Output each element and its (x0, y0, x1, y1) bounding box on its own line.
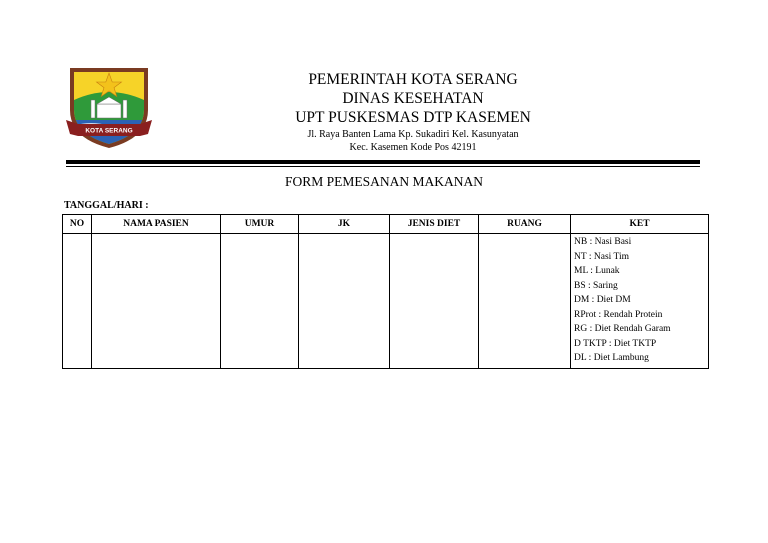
cell-umur (221, 234, 299, 369)
ket-legend-list (571, 234, 708, 366)
cell-no (63, 234, 92, 369)
ket-item: NT : Nasi Tim (574, 251, 629, 262)
header-line-3: UPT PUSKESMAS DTP KASEMEN (295, 109, 531, 126)
col-header-ruang: RUANG (479, 215, 571, 234)
ket-item: DM : Diet DM (574, 295, 631, 305)
header-line-1: PEMERINTAH KOTA SERANG (308, 71, 518, 88)
letterhead-rule-thick (66, 160, 700, 164)
cell-nama-pasien (92, 234, 221, 369)
cell-jk (299, 234, 390, 369)
col-header-no: NO (63, 215, 92, 234)
cell-jenis-diet (390, 234, 479, 369)
col-header-nama-pasien: NAMA PASIEN (92, 215, 221, 234)
ket-item: RProt : Rendah Protein (574, 309, 663, 320)
address-line-2: Kec. Kasemen Kode Pos 42191 (349, 142, 477, 153)
header-line-2: DINAS KESEHATAN (342, 90, 484, 107)
form-title: FORM PEMESANAN MAKANAN (284, 174, 484, 189)
ket-item: NB : Nasi Basi (574, 237, 632, 247)
col-header-jenis-diet: JENIS DIET (390, 215, 479, 234)
ket-item: RG : Diet Rendah Garam (574, 324, 671, 334)
col-header-jk: JK (299, 215, 390, 234)
logo-banner-text: KOTA SERANG (85, 127, 133, 135)
table-header-row (63, 215, 709, 234)
address-line-1: Jl. Raya Banten Lama Kp. Sukadiri Kel. Kasunyatan (307, 129, 519, 140)
col-header-ket: KET (571, 215, 709, 234)
letterhead-rule-thin (66, 166, 700, 167)
ket-item: BS : Saring (574, 280, 618, 291)
table-row (63, 234, 709, 369)
ket-item: ML : Lunak (574, 266, 620, 276)
col-header-umur: UMUR (221, 215, 299, 234)
ket-item: D TKTP : Diet TKTP (574, 338, 657, 349)
cell-ruang (479, 234, 571, 369)
ket-item: DL : Diet Lambung (574, 353, 649, 363)
order-table (62, 214, 709, 369)
date-label: TANGGAL/HARI : (64, 200, 149, 211)
letterhead (260, 70, 566, 154)
cell-ket (571, 234, 709, 369)
kota-serang-logo (64, 64, 154, 148)
